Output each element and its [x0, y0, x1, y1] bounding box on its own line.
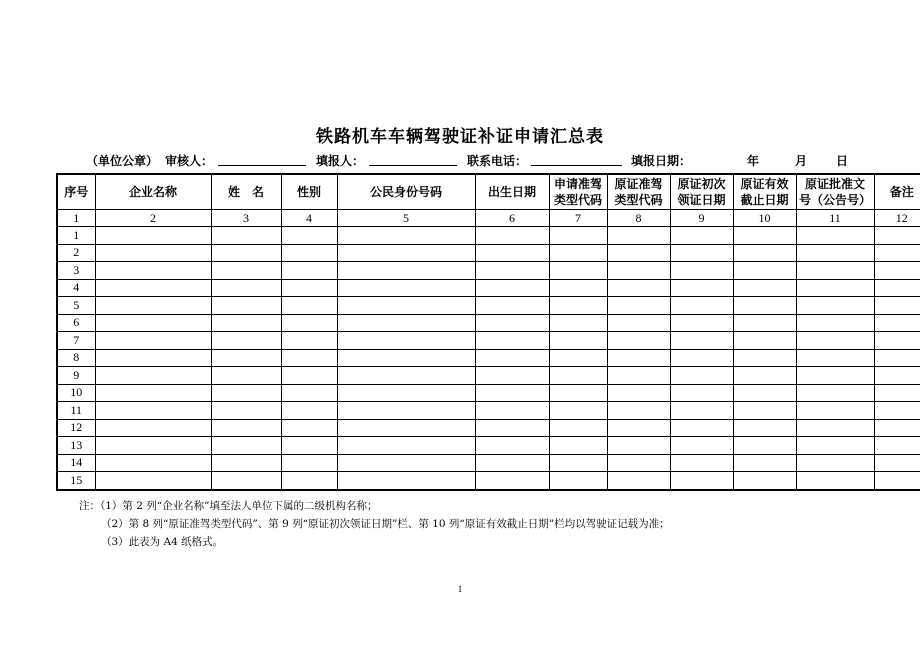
table-cell[interactable] [607, 349, 670, 367]
table-cell[interactable] [733, 454, 796, 472]
table-cell[interactable] [796, 279, 874, 297]
table-cell[interactable] [733, 349, 796, 367]
column-number: 6 [475, 210, 549, 227]
table-cell[interactable] [796, 454, 874, 472]
table-cell[interactable] [796, 244, 874, 262]
column-header-line: 原证批准文 [804, 177, 865, 191]
table-cell[interactable] [607, 297, 670, 315]
note-3: （3）此表为 A4 纸格式。 [101, 536, 224, 548]
table-cell[interactable] [95, 262, 211, 280]
table-cell[interactable] [607, 367, 670, 385]
table-cell[interactable] [337, 314, 475, 332]
table-cell[interactable] [670, 472, 733, 490]
row-number: 15 [57, 472, 95, 490]
table-cell[interactable] [549, 419, 607, 437]
table-cell[interactable] [607, 472, 670, 490]
column-header [874, 174, 920, 210]
table-cell[interactable] [733, 402, 796, 420]
table-cell[interactable] [337, 297, 475, 315]
table-row [57, 314, 920, 332]
column-header [211, 174, 281, 210]
column-header [337, 174, 475, 210]
row-number: 4 [57, 279, 95, 297]
table-cell[interactable] [95, 314, 211, 332]
column-header-line: 序号 [64, 185, 89, 199]
table-cell[interactable] [95, 297, 211, 315]
table-cell[interactable] [796, 437, 874, 455]
column-number: 8 [607, 210, 670, 227]
day-label: 日 [836, 154, 849, 168]
notes [79, 497, 670, 551]
column-number: 10 [733, 210, 796, 227]
table-cell[interactable] [211, 349, 281, 367]
table-row [57, 454, 920, 472]
table-cell[interactable] [796, 332, 874, 350]
column-header [475, 174, 549, 210]
table-cell[interactable] [95, 454, 211, 472]
column-header-line: 类型代码 [614, 193, 663, 207]
table-cell[interactable] [475, 349, 549, 367]
table-cell[interactable] [607, 402, 670, 420]
table-cell[interactable] [281, 349, 337, 367]
column-header-line: 出生日期 [487, 185, 536, 199]
table-cell[interactable] [211, 262, 281, 280]
column-header [607, 174, 670, 210]
column-header [549, 174, 607, 210]
table-cell[interactable] [796, 297, 874, 315]
table-row [57, 349, 920, 367]
table-cell[interactable] [733, 437, 796, 455]
row-number: 3 [57, 262, 95, 280]
table-cell[interactable] [281, 227, 337, 245]
table-cell[interactable] [281, 279, 337, 297]
table-cell[interactable] [670, 262, 733, 280]
table-cell[interactable] [549, 472, 607, 490]
row-number: 5 [57, 297, 95, 315]
table-cell[interactable] [95, 437, 211, 455]
table-cell[interactable] [549, 402, 607, 420]
table-cell[interactable] [670, 332, 733, 350]
table-cell[interactable] [475, 437, 549, 455]
table-cell[interactable] [475, 244, 549, 262]
column-number: 12 [874, 210, 920, 227]
table-cell[interactable] [670, 349, 733, 367]
table-cell[interactable] [607, 332, 670, 350]
reviewer-label: 审核人： [165, 154, 214, 168]
phone-blank[interactable] [531, 153, 622, 166]
table-cell[interactable] [607, 314, 670, 332]
table-cell[interactable] [733, 332, 796, 350]
table-cell[interactable] [95, 227, 211, 245]
table-cell[interactable] [670, 437, 733, 455]
table-cell[interactable] [549, 454, 607, 472]
filler-label: 填报人： [316, 154, 365, 168]
table-cell[interactable] [607, 279, 670, 297]
table-cell[interactable] [874, 419, 920, 437]
table-cell[interactable] [475, 314, 549, 332]
table-cell[interactable] [281, 454, 337, 472]
column-header-line: 原证准驾 [614, 177, 663, 191]
table-cell[interactable] [337, 262, 475, 280]
table-cell[interactable] [95, 349, 211, 367]
column-header-line: 企业名称 [128, 185, 177, 199]
table-cell[interactable] [95, 279, 211, 297]
table-cell[interactable] [281, 262, 337, 280]
table-cell[interactable] [549, 297, 607, 315]
table-row [57, 297, 920, 315]
table-cell[interactable] [475, 454, 549, 472]
column-number: 11 [796, 210, 874, 227]
column-header-line: 申请准驾 [553, 177, 602, 191]
column-header [95, 174, 211, 210]
table-cell[interactable] [607, 437, 670, 455]
column-header-line: 截止日期 [740, 193, 789, 207]
table-cell[interactable] [211, 402, 281, 420]
date-label: 填报日期： [631, 154, 692, 168]
row-number: 6 [57, 314, 95, 332]
table-row [57, 227, 920, 245]
table-cell[interactable] [475, 227, 549, 245]
table-cell[interactable] [337, 244, 475, 262]
note-1: 注：（1）第 2 列“企业名称”填至法人单位下属的二级机构名称； [79, 500, 378, 512]
table-cell[interactable] [211, 244, 281, 262]
table-cell[interactable] [796, 227, 874, 245]
table-cell[interactable] [337, 367, 475, 385]
column-header-line: 类型代码 [553, 193, 602, 207]
table-cell[interactable] [95, 332, 211, 350]
table-cell[interactable] [874, 262, 920, 280]
table-cell[interactable] [874, 367, 920, 385]
table-cell[interactable] [95, 419, 211, 437]
column-header-line: 公民身份号码 [369, 185, 442, 199]
table-cell[interactable] [874, 297, 920, 315]
table-cell[interactable] [475, 419, 549, 437]
column-header-line: 领证日期 [677, 193, 726, 207]
note-2: （2）第 8 列“原证准驾类型代码”、第 9 列“原证初次领证日期”栏、第 10 列“原证有效截止日期”栏均以驾驶证记载为准； [101, 518, 670, 530]
table-cell[interactable] [281, 437, 337, 455]
table-cell[interactable] [549, 244, 607, 262]
table-cell[interactable] [281, 244, 337, 262]
row-number: 2 [57, 244, 95, 262]
table-cell[interactable] [874, 437, 920, 455]
table-cell[interactable] [733, 384, 796, 402]
table-cell[interactable] [733, 314, 796, 332]
column-number: 1 [57, 210, 95, 227]
table-cell[interactable] [796, 402, 874, 420]
table-cell[interactable] [211, 472, 281, 490]
table-row [57, 244, 920, 262]
column-number: 9 [670, 210, 733, 227]
table-cell[interactable] [281, 314, 337, 332]
table-cell[interactable] [95, 367, 211, 385]
month-label: 月 [795, 154, 808, 168]
table-cell[interactable] [549, 367, 607, 385]
table-cell[interactable] [337, 437, 475, 455]
column-header [670, 174, 733, 210]
column-header-line: 原证有效 [740, 177, 789, 191]
header-row [57, 174, 920, 210]
table-cell[interactable] [549, 262, 607, 280]
table-cell[interactable] [607, 384, 670, 402]
table-cell[interactable] [670, 297, 733, 315]
table-cell[interactable] [337, 384, 475, 402]
column-header [281, 174, 337, 210]
table-cell[interactable] [337, 349, 475, 367]
table-cell[interactable] [607, 419, 670, 437]
table-row [57, 332, 920, 350]
table-cell[interactable] [733, 227, 796, 245]
table-row [57, 279, 920, 297]
table-cell[interactable] [211, 314, 281, 332]
table-cell[interactable] [874, 332, 920, 350]
table-row [57, 472, 920, 490]
table-cell[interactable] [211, 279, 281, 297]
row-number: 8 [57, 349, 95, 367]
table-cell[interactable] [874, 244, 920, 262]
column-number: 7 [549, 210, 607, 227]
column-header [733, 174, 796, 210]
table-cell[interactable] [211, 454, 281, 472]
table-cell[interactable] [670, 279, 733, 297]
table-cell[interactable] [337, 419, 475, 437]
table-cell[interactable] [475, 332, 549, 350]
table-cell[interactable] [549, 437, 607, 455]
column-header-line: 姓 名 [227, 185, 264, 199]
table-cell[interactable] [475, 262, 549, 280]
table-cell[interactable] [211, 297, 281, 315]
column-number: 5 [337, 210, 475, 227]
table-row [57, 367, 920, 385]
table-cell[interactable] [670, 227, 733, 245]
table-cell[interactable] [796, 419, 874, 437]
table-cell[interactable] [874, 402, 920, 420]
table-cell[interactable] [874, 314, 920, 332]
table-cell[interactable] [796, 367, 874, 385]
table-cell[interactable] [796, 262, 874, 280]
table-cell[interactable] [337, 279, 475, 297]
table-cell[interactable] [733, 262, 796, 280]
row-number: 11 [57, 402, 95, 420]
summary-table [56, 173, 920, 491]
unit-seal-label: （单位公章） [86, 154, 159, 168]
table-cell[interactable] [733, 472, 796, 490]
table-cell[interactable] [95, 244, 211, 262]
table-cell[interactable] [549, 384, 607, 402]
column-number-row [57, 210, 920, 227]
table-cell[interactable] [607, 227, 670, 245]
row-number: 9 [57, 367, 95, 385]
column-header-line: 原证初次 [677, 177, 726, 191]
table-cell[interactable] [874, 472, 920, 490]
table-cell[interactable] [670, 454, 733, 472]
table-cell[interactable] [211, 384, 281, 402]
table-cell[interactable] [475, 367, 549, 385]
table-cell[interactable] [874, 384, 920, 402]
table-cell[interactable] [733, 244, 796, 262]
table-cell[interactable] [211, 332, 281, 350]
row-number: 1 [57, 227, 95, 245]
table-cell[interactable] [281, 384, 337, 402]
table-cell[interactable] [607, 262, 670, 280]
table-cell[interactable] [796, 384, 874, 402]
table-cell[interactable] [211, 419, 281, 437]
table-cell[interactable] [796, 314, 874, 332]
table-cell[interactable] [874, 349, 920, 367]
table-cell[interactable] [281, 472, 337, 490]
filler-blank[interactable] [369, 153, 457, 166]
table-cell[interactable] [670, 244, 733, 262]
row-number: 12 [57, 419, 95, 437]
year-label: 年 [747, 154, 760, 168]
table-cell[interactable] [281, 367, 337, 385]
table-cell[interactable] [549, 314, 607, 332]
table-cell[interactable] [475, 402, 549, 420]
table-cell[interactable] [475, 384, 549, 402]
table-cell[interactable] [733, 367, 796, 385]
table-cell[interactable] [733, 297, 796, 315]
phone-label: 联系电话： [467, 154, 528, 168]
table-cell[interactable] [874, 279, 920, 297]
table-cell[interactable] [670, 367, 733, 385]
table-cell[interactable] [95, 472, 211, 490]
table-cell[interactable] [549, 332, 607, 350]
column-header [57, 174, 95, 210]
table-cell[interactable] [281, 332, 337, 350]
table-cell[interactable] [874, 454, 920, 472]
column-header-line: 号（公告号） [798, 193, 871, 207]
row-number: 10 [57, 384, 95, 402]
table-row [57, 402, 920, 420]
table-cell[interactable] [95, 402, 211, 420]
table-cell[interactable] [733, 279, 796, 297]
table-cell[interactable] [337, 472, 475, 490]
table-cell[interactable] [281, 419, 337, 437]
table-row [57, 384, 920, 402]
form-title: 铁路机车车辆驾驶证补证申请汇总表 [316, 127, 604, 147]
table-cell[interactable] [475, 279, 549, 297]
table-cell[interactable] [337, 454, 475, 472]
table-cell[interactable] [607, 454, 670, 472]
table-cell[interactable] [796, 349, 874, 367]
table-cell[interactable] [670, 402, 733, 420]
column-header-line: 性别 [296, 185, 321, 199]
column-number: 2 [95, 210, 211, 227]
table-cell[interactable] [475, 297, 549, 315]
table-cell[interactable] [337, 402, 475, 420]
page-number: 1 [457, 584, 463, 594]
table-cell[interactable] [337, 332, 475, 350]
table-cell[interactable] [670, 384, 733, 402]
table-cell[interactable] [670, 314, 733, 332]
table-cell[interactable] [211, 227, 281, 245]
table-cell[interactable] [549, 227, 607, 245]
row-number: 13 [57, 437, 95, 455]
table-cell[interactable] [337, 227, 475, 245]
table-cell[interactable] [95, 384, 211, 402]
table-row [57, 419, 920, 437]
table-row [57, 437, 920, 455]
table-cell[interactable] [733, 419, 796, 437]
row-number: 14 [57, 454, 95, 472]
table-cell[interactable] [549, 349, 607, 367]
row-number: 7 [57, 332, 95, 350]
table-cell[interactable] [211, 367, 281, 385]
table-row [57, 262, 920, 280]
column-header-line: 备注 [889, 185, 914, 199]
table-cell[interactable] [475, 472, 549, 490]
table-cell[interactable] [607, 244, 670, 262]
column-number: 3 [211, 210, 281, 227]
table-cell[interactable] [549, 279, 607, 297]
table-cell[interactable] [670, 419, 733, 437]
table-cell[interactable] [874, 227, 920, 245]
table-cell[interactable] [281, 402, 337, 420]
table-cell[interactable] [796, 472, 874, 490]
reviewer-blank[interactable] [218, 153, 306, 166]
table-cell[interactable] [211, 437, 281, 455]
table-cell[interactable] [281, 297, 337, 315]
column-number: 4 [281, 210, 337, 227]
column-header [796, 174, 874, 210]
